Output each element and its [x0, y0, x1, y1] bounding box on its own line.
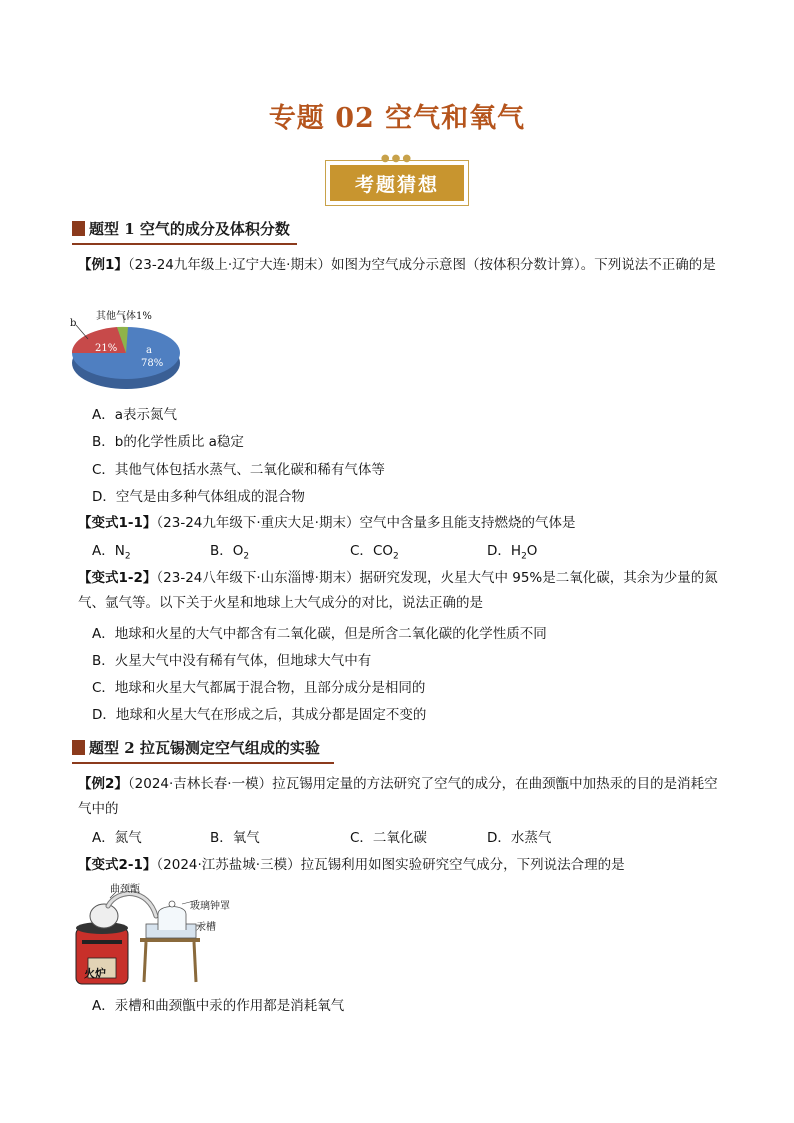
- question-text: （23-24八年级下·山东淄博·期末）据研究发现，火星大气中 95%是二氧化碳，其余为少量的氮气、氩气等。以下关于火星和地球上大气成分的对比，说法正确的是: [78, 570, 718, 611]
- option-b: B．b的化学性质比 a稳定: [92, 434, 244, 450]
- label-furnace: 火炉: [84, 967, 106, 980]
- badge-label: 考题猜想: [330, 165, 464, 201]
- section-label: 题型 1 空气的成分及体积分数: [89, 220, 290, 238]
- question-v12: [78, 566, 728, 616]
- label-trough: 汞槽: [196, 922, 216, 933]
- option-a: A．a表示氮气: [92, 407, 178, 423]
- question-text: （23-24九年级上·辽宁大连·期末）如图为空气成分示意图（按体积分数计算）。下列说法不正确的是: [127, 257, 716, 273]
- option-d: D．水蒸气: [487, 830, 552, 846]
- question-ex1: [78, 253, 728, 278]
- section-underline: [72, 243, 297, 245]
- question-v11: [78, 511, 728, 536]
- question-tag: 【例1】: [78, 257, 128, 273]
- section-underline: [72, 762, 334, 764]
- option-b: B．氧气: [210, 830, 260, 846]
- section-badge: [325, 160, 469, 206]
- section-marker: [72, 740, 85, 755]
- pie-label-b: b: [70, 318, 77, 329]
- label-bell-jar: 玻璃钟罩: [190, 901, 230, 912]
- question-text: （2024·江苏盐城·三模）拉瓦锡利用如图实验研究空气成分，下列说法合理的是: [156, 857, 625, 873]
- option-b: B．火星大气中没有稀有气体，但地球大气中有: [92, 653, 372, 669]
- page-title: 专题 02 空气和氧气: [268, 103, 526, 134]
- option-c: C．地球和火星大气都属于混合物，且部分成分是相同的: [92, 680, 426, 696]
- question-ex2: [78, 772, 728, 822]
- question-tag: 【变式2-1】: [78, 857, 157, 873]
- option-d: D．地球和火星大气在形成之后，其成分都是固定不变的: [92, 707, 427, 723]
- question-tag: 【例2】: [78, 776, 128, 792]
- option-c: C．$CO_2$: [350, 543, 399, 562]
- question-text: （23-24九年级下·重庆大足·期末）空气中含量多且能支持燃烧的气体是: [156, 515, 576, 531]
- decorative-dots: ●●●: [380, 153, 414, 164]
- option-a: A．氮气: [92, 830, 142, 846]
- option-c: C．二氧化碳: [350, 830, 427, 846]
- option-c: C．其他气体包括水蒸气、二氧化碳和稀有气体等: [92, 462, 385, 478]
- option-a: A．汞槽和曲颈甑中汞的作用都是消耗氧气: [92, 998, 345, 1014]
- bell-jar: [158, 907, 186, 931]
- question-v21: [78, 853, 728, 878]
- pie-label-a: a: [146, 345, 152, 356]
- option-d: D．空气是由多种气体组成的混合物: [92, 489, 305, 505]
- question-text: （2024·吉林长春·一模）拉瓦锡用定量的方法研究了空气的成分，在曲颈甑中加热汞的目的是消耗空气中的: [78, 776, 718, 817]
- question-tag: 【变式1-1】: [78, 515, 157, 531]
- pie-label-a-pct: 78%: [141, 358, 164, 369]
- section-heading-1: [72, 218, 290, 239]
- pie-label-b-pct: 21%: [95, 343, 118, 354]
- option-b: B．$O_2$: [210, 543, 250, 562]
- pie-label-other: 其他气体1%: [96, 311, 152, 322]
- section-marker: [72, 221, 85, 236]
- section-heading-2: [72, 737, 320, 758]
- label-retort: 曲颈甑: [110, 884, 140, 895]
- option-d: D．$H_2O$: [487, 543, 538, 562]
- section-label: 题型 2 拉瓦锡测定空气组成的实验: [89, 739, 320, 757]
- option-a: A．$N_2$: [92, 543, 131, 562]
- option-a: A．地球和火星的大气中都含有二氧化碳，但是所含二氧化碳的化学性质不同: [92, 626, 547, 642]
- question-tag: 【变式1-2】: [78, 570, 157, 586]
- retort: [90, 904, 118, 928]
